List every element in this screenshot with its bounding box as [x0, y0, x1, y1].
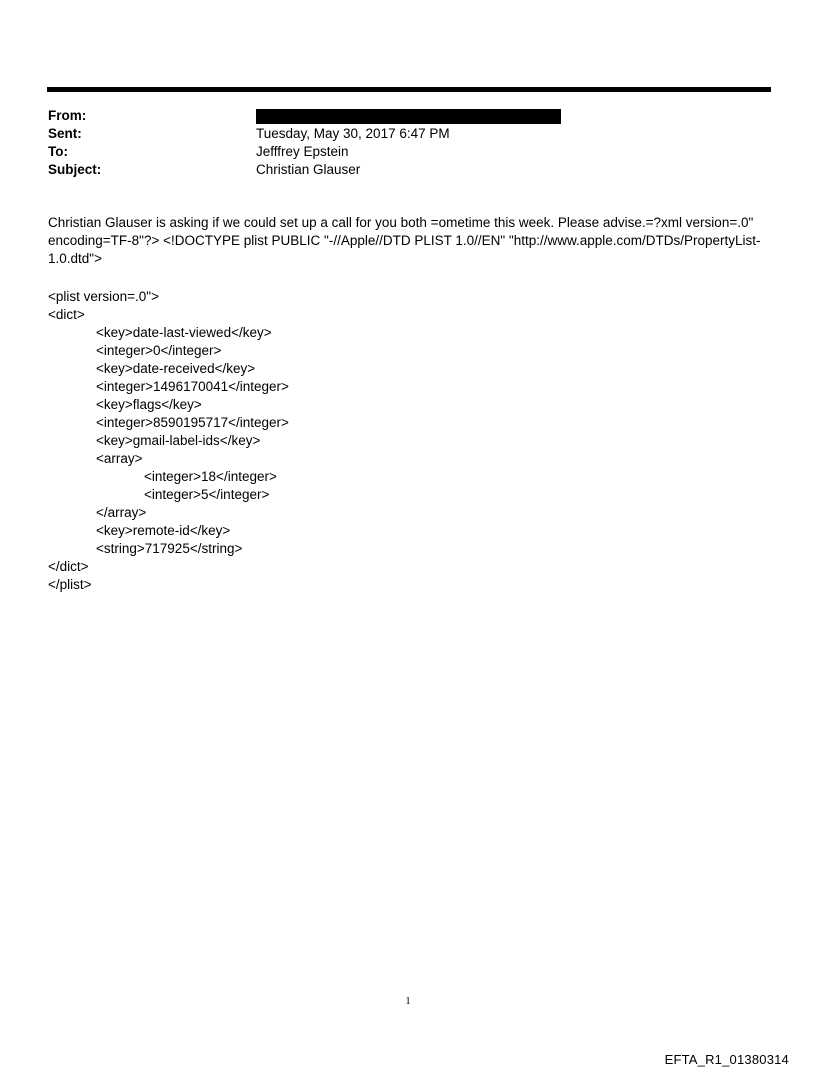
from-label: From: — [48, 108, 87, 123]
from-row — [48, 107, 768, 125]
plist-line: </dict> — [48, 559, 89, 574]
email-body-paragraph: Christian Glauser is asking if we could set up a call for you both =ometime this week. Please advise.=?xml version=.0" encoding=TF-8"?> <!DOCTYPE plist PUBLIC "-//Apple//DTD PLIST 1.0//EN" "http://www.apple.com/DTDs/PropertyList-1.0.dtd"> — [48, 215, 761, 266]
plist-line: <integer>18</integer> — [144, 469, 277, 484]
plist-line: <integer>1496170041</integer> — [96, 379, 289, 394]
subject-label: Subject: — [48, 162, 102, 177]
plist-line: <key>flags</key> — [96, 397, 202, 412]
to-row — [48, 143, 768, 161]
plist-line: </array> — [96, 505, 147, 520]
subject-value: Christian Glauser — [256, 162, 361, 177]
plist-line: <array> — [96, 451, 143, 466]
plist-line: <string>717925</string> — [96, 541, 243, 556]
plist-line: <key>gmail-label-ids</key> — [96, 433, 261, 448]
sent-label: Sent: — [48, 126, 82, 141]
plist-line: <integer>8590195717</integer> — [96, 415, 289, 430]
page-number: 1 — [405, 995, 411, 1007]
email-header — [48, 107, 768, 179]
plist-line: <key>date-received</key> — [96, 361, 256, 376]
plist-line: <key>remote-id</key> — [96, 523, 231, 538]
plist-line: <key>date-last-viewed</key> — [96, 325, 272, 340]
bates-number: EFTA_R1_01380314 — [664, 1052, 789, 1067]
plist-line: <integer>0</integer> — [96, 343, 222, 358]
to-label: To: — [48, 144, 68, 159]
plist-line: </plist> — [48, 577, 92, 592]
sent-row — [48, 125, 768, 143]
plist-line: <dict> — [48, 307, 85, 322]
plist-line: <plist version=.0"> — [48, 289, 159, 304]
header-rule — [47, 87, 771, 92]
redaction-bar — [256, 109, 561, 124]
plist-line: <integer>5</integer> — [144, 487, 270, 502]
sent-value: Tuesday, May 30, 2017 6:47 PM — [256, 126, 450, 141]
to-value: Jefffrey Epstein — [256, 144, 349, 159]
plist-block — [48, 288, 768, 594]
subject-row — [48, 161, 768, 179]
